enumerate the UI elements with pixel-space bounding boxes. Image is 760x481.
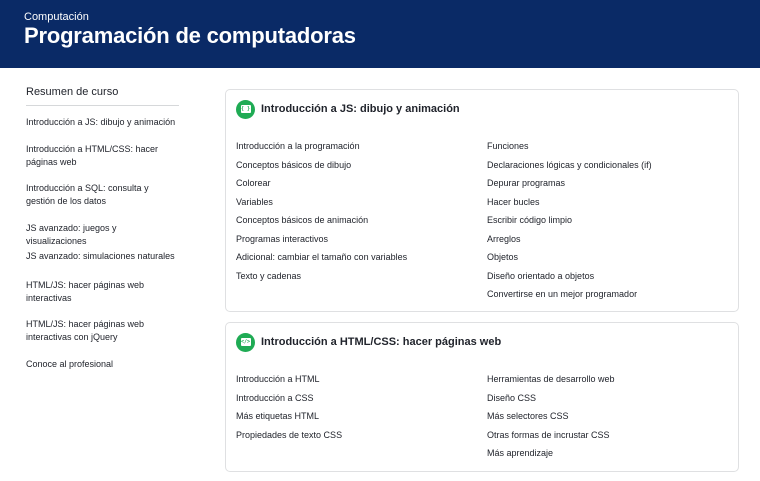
unit-link[interactable]: Herramientas de desarrollo web: [487, 374, 615, 384]
unit-link[interactable]: Más aprendizaje: [487, 448, 554, 458]
unit-list-right: [487, 373, 727, 466]
unit-link[interactable]: Diseño CSS: [487, 392, 537, 403]
sidebar-item-intro-sql[interactable]: Introducción a SQL: consulta y gestión de los datos: [26, 183, 149, 206]
unit-link[interactable]: Propiedades de texto CSS: [236, 429, 343, 440]
card-header[interactable]: [236, 332, 501, 352]
unit-link[interactable]: Convertirse en un mejor programador: [487, 289, 638, 299]
course-card-intro-js: [225, 89, 739, 312]
unit-link[interactable]: Conceptos básicos de animación: [236, 215, 369, 225]
unit-link[interactable]: Introducción a HTML: [236, 374, 320, 384]
sidebar-title: Resumen de curso: [26, 86, 179, 106]
breadcrumb[interactable]: Computación: [24, 11, 89, 23]
unit-link[interactable]: Introducción a la programación: [236, 141, 360, 151]
unit-link[interactable]: Variables: [236, 196, 273, 207]
unit-link[interactable]: Más selectores CSS: [487, 411, 569, 421]
sidebar-item-advanced-js-games[interactable]: JS avanzado: juegos y visualizaciones: [26, 223, 117, 246]
sidebar-item-intro-html-css[interactable]: Introducción a HTML/CSS: hacer páginas web: [26, 144, 159, 167]
course-card-intro-html-css: [225, 322, 739, 472]
card-title[interactable]: Introducción a JS: dibujo y animación: [261, 103, 460, 115]
unit-link[interactable]: Programas interactivos: [236, 233, 329, 244]
sidebar-item-intro-js[interactable]: Introducción a JS: dibujo y animación: [26, 117, 176, 127]
sidebar-item-meet-professional[interactable]: Conoce al profesional: [26, 359, 114, 369]
unit-link[interactable]: Hacer bucles: [487, 196, 540, 207]
page-title: Programación de computadoras: [24, 23, 356, 48]
course-summary-sidebar: [26, 86, 179, 369]
unit-link[interactable]: Declaraciones lógicas y condicionales (if): [487, 159, 652, 170]
sidebar-item-html-js-jquery[interactable]: HTML/JS: hacer páginas web interactivas con jQuery: [26, 319, 145, 342]
sidebar-item-advanced-js-simulations[interactable]: JS avanzado: simulaciones naturales: [26, 251, 175, 261]
unit-list-left: [236, 373, 476, 447]
unit-link[interactable]: Más etiquetas HTML: [236, 411, 320, 421]
html-course-icon: </>: [236, 333, 255, 352]
unit-link[interactable]: Adicional: cambiar el tamaño con variables: [236, 252, 408, 262]
unit-link[interactable]: Objetos: [487, 252, 519, 262]
unit-link[interactable]: Introducción a CSS: [236, 392, 314, 403]
unit-link[interactable]: Funciones: [487, 141, 529, 151]
js-course-icon: { }: [236, 100, 255, 119]
page-header: [0, 0, 760, 68]
sidebar-item-html-js-interactive[interactable]: HTML/JS: hacer páginas web interactivas: [26, 280, 145, 303]
unit-link[interactable]: Arreglos: [487, 233, 521, 244]
unit-link[interactable]: Conceptos básicos de dibujo: [236, 159, 352, 170]
unit-list-left: [236, 140, 476, 288]
card-title[interactable]: Introducción a HTML/CSS: hacer páginas web: [261, 336, 502, 348]
unit-link[interactable]: Texto y cadenas: [236, 270, 302, 281]
unit-link[interactable]: Depurar programas: [487, 178, 566, 188]
unit-link[interactable]: Escribir código limpio: [487, 215, 573, 225]
unit-link[interactable]: Colorear: [236, 178, 271, 188]
unit-link[interactable]: Otras formas de incrustar CSS: [487, 429, 610, 440]
unit-list-right: [487, 140, 727, 307]
unit-link[interactable]: Diseño orientado a objetos: [487, 270, 595, 281]
card-header[interactable]: [236, 99, 460, 119]
